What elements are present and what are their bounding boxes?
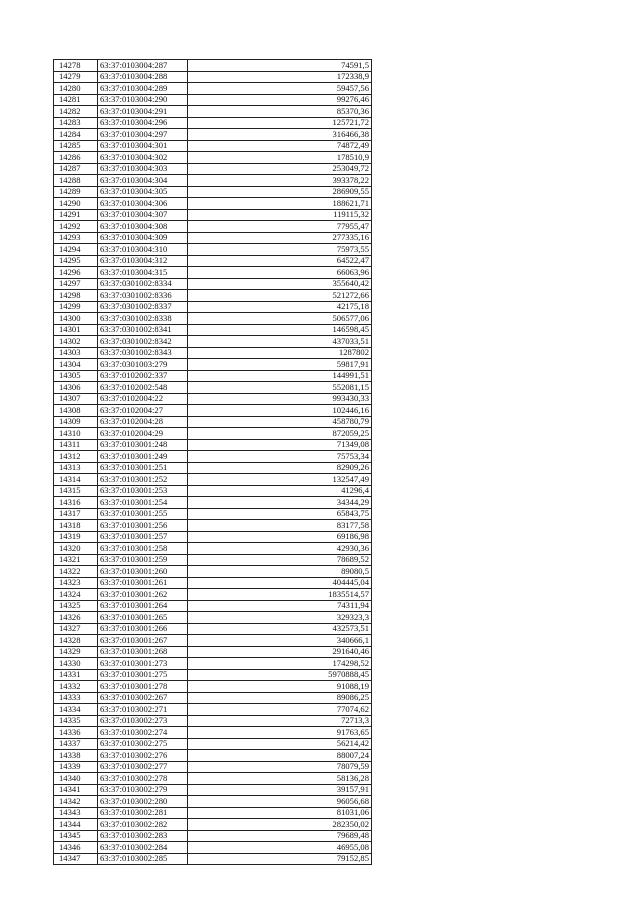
row-number-cell: 14334: [54, 704, 98, 716]
row-number-cell: 14308: [54, 405, 98, 417]
cadastral-number-cell: 63:37:0103004:297: [98, 129, 188, 141]
table-row: [54, 738, 372, 750]
row-number-cell: 14341: [54, 784, 98, 796]
row-number-cell: 14280: [54, 83, 98, 95]
row-number-cell: 14346: [54, 842, 98, 854]
cadastral-number-cell: 63:37:0103002:278: [98, 773, 188, 785]
row-number-cell: 14303: [54, 347, 98, 359]
table-row: [54, 681, 372, 693]
cadastral-value-cell: 316466,38: [188, 129, 372, 141]
table-row: [54, 278, 372, 290]
table-row: [54, 209, 372, 221]
cadastral-number-cell: 63:37:0103001:257: [98, 531, 188, 543]
cadastral-number-cell: 63:37:0103004:302: [98, 152, 188, 164]
table-row: [54, 485, 372, 497]
cadastral-number-cell: 63:37:0103004:309: [98, 232, 188, 244]
row-number-cell: 14307: [54, 393, 98, 405]
table-row: [54, 140, 372, 152]
table-row: [54, 830, 372, 842]
table-body: [54, 60, 372, 865]
table-row: [54, 531, 372, 543]
row-number-cell: 14320: [54, 543, 98, 555]
row-number-cell: 14332: [54, 681, 98, 693]
table-row: [54, 623, 372, 635]
table-row: [54, 589, 372, 601]
cadastral-value-cell: 393378,22: [188, 175, 372, 187]
table-row: [54, 577, 372, 589]
table-row: [54, 612, 372, 624]
cadastral-value-cell: 99276,46: [188, 94, 372, 106]
table-row: [54, 658, 372, 670]
table-row: [54, 508, 372, 520]
row-number-cell: 14337: [54, 738, 98, 750]
cadastral-number-cell: 63:37:0103004:288: [98, 71, 188, 83]
row-number-cell: 14343: [54, 807, 98, 819]
table-row: [54, 94, 372, 106]
cadastral-number-cell: 63:37:0103001:256: [98, 520, 188, 532]
cadastral-number-cell: 63:37:0103002:274: [98, 727, 188, 739]
cadastral-value-cell: 174298,52: [188, 658, 372, 670]
table-row: [54, 186, 372, 198]
table-row: [54, 198, 372, 210]
cadastral-number-cell: 63:37:0103002:283: [98, 830, 188, 842]
cadastral-value-cell: 132547,49: [188, 474, 372, 486]
row-number-cell: 14335: [54, 715, 98, 727]
row-number-cell: 14302: [54, 336, 98, 348]
cadastral-number-cell: 63:37:0103004:291: [98, 106, 188, 118]
cadastral-number-cell: 63:37:0103002:279: [98, 784, 188, 796]
row-number-cell: 14292: [54, 221, 98, 233]
cadastral-value-cell: 89080,5: [188, 566, 372, 578]
table-row: [54, 336, 372, 348]
table-row: [54, 405, 372, 417]
cadastral-value-cell: 58136,28: [188, 773, 372, 785]
row-number-cell: 14330: [54, 658, 98, 670]
row-number-cell: 14313: [54, 462, 98, 474]
cadastral-number-cell: 63:37:0103002:285: [98, 853, 188, 865]
cadastral-number-cell: 63:37:0103001:267: [98, 635, 188, 647]
cadastral-number-cell: 63:37:0103004:315: [98, 267, 188, 279]
cadastral-value-cell: 329323,3: [188, 612, 372, 624]
cadastral-number-cell: 63:37:0103001:265: [98, 612, 188, 624]
cadastral-number-cell: 63:37:0301003:279: [98, 359, 188, 371]
table-row: [54, 439, 372, 451]
table-row: [54, 163, 372, 175]
cadastral-number-cell: 63:37:0301002:8334: [98, 278, 188, 290]
cadastral-number-cell: 63:37:0103002:267: [98, 692, 188, 704]
row-number-cell: 14283: [54, 117, 98, 129]
row-number-cell: 14288: [54, 175, 98, 187]
cadastral-number-cell: 63:37:0103002:273: [98, 715, 188, 727]
table-row: [54, 347, 372, 359]
cadastral-value-cell: 74591,5: [188, 60, 372, 72]
table-row: [54, 393, 372, 405]
cadastral-number-cell: 63:37:0103001:253: [98, 485, 188, 497]
row-number-cell: 14324: [54, 589, 98, 601]
cadastral-number-cell: 63:37:0103001:261: [98, 577, 188, 589]
cadastral-value-cell: 66063,96: [188, 267, 372, 279]
row-number-cell: 14333: [54, 692, 98, 704]
table-row: [54, 232, 372, 244]
cadastral-number-cell: 63:37:0103002:277: [98, 761, 188, 773]
table-row: [54, 106, 372, 118]
row-number-cell: 14305: [54, 370, 98, 382]
row-number-cell: 14293: [54, 232, 98, 244]
row-number-cell: 14310: [54, 428, 98, 440]
table-row: [54, 359, 372, 371]
cadastral-number-cell: 63:37:0103004:305: [98, 186, 188, 198]
row-number-cell: 14304: [54, 359, 98, 371]
cadastral-value-cell: 286909,55: [188, 186, 372, 198]
row-number-cell: 14331: [54, 669, 98, 681]
cadastral-value-cell: 5970888,45: [188, 669, 372, 681]
table-row: [54, 773, 372, 785]
cadastral-number-cell: 63:37:0103001:252: [98, 474, 188, 486]
row-number-cell: 14315: [54, 485, 98, 497]
cadastral-number-cell: 63:37:0103001:248: [98, 439, 188, 451]
cadastral-number-cell: 63:37:0102004:29: [98, 428, 188, 440]
row-number-cell: 14322: [54, 566, 98, 578]
cadastral-number-cell: 63:37:0103004:290: [98, 94, 188, 106]
row-number-cell: 14340: [54, 773, 98, 785]
cadastral-number-cell: 63:37:0103002:276: [98, 750, 188, 762]
row-number-cell: 14306: [54, 382, 98, 394]
row-number-cell: 14312: [54, 451, 98, 463]
cadastral-value-cell: 89086,25: [188, 692, 372, 704]
cadastral-value-cell: 253049,72: [188, 163, 372, 175]
row-number-cell: 14329: [54, 646, 98, 658]
cadastral-value-cell: 872059,25: [188, 428, 372, 440]
cadastral-number-cell: 63:37:0103004:310: [98, 244, 188, 256]
cadastral-value-cell: 88007,24: [188, 750, 372, 762]
cadastral-value-cell: 78079,59: [188, 761, 372, 773]
table-row: [54, 646, 372, 658]
cadastral-number-cell: 63:37:0102004:28: [98, 416, 188, 428]
table-row: [54, 313, 372, 325]
row-number-cell: 14282: [54, 106, 98, 118]
cadastral-number-cell: 63:37:0102002:548: [98, 382, 188, 394]
cadastral-value-cell: 79152,85: [188, 853, 372, 865]
row-number-cell: 14279: [54, 71, 98, 83]
row-number-cell: 14327: [54, 623, 98, 635]
cadastral-number-cell: 63:37:0103001:266: [98, 623, 188, 635]
table-row: [54, 382, 372, 394]
table-row: [54, 842, 372, 854]
row-number-cell: 14287: [54, 163, 98, 175]
cadastral-number-cell: 63:37:0103001:262: [98, 589, 188, 601]
table-row: [54, 727, 372, 739]
row-number-cell: 14344: [54, 819, 98, 831]
cadastral-number-cell: 63:37:0103001:278: [98, 681, 188, 693]
cadastral-value-cell: 64522,47: [188, 255, 372, 267]
row-number-cell: 14319: [54, 531, 98, 543]
cadastral-value-cell: 71349,08: [188, 439, 372, 451]
cadastral-value-cell: 75753,34: [188, 451, 372, 463]
row-number-cell: 14294: [54, 244, 98, 256]
cadastral-value-cell: 42930,36: [188, 543, 372, 555]
row-number-cell: 14298: [54, 290, 98, 302]
cadastral-number-cell: 63:37:0301002:8337: [98, 301, 188, 313]
cadastral-value-cell: 82909,26: [188, 462, 372, 474]
cadastral-value-cell: 77955,47: [188, 221, 372, 233]
cadastral-value-cell: 78689,52: [188, 554, 372, 566]
row-number-cell: 14311: [54, 439, 98, 451]
cadastral-value-cell: 1835514,57: [188, 589, 372, 601]
table-row: [54, 60, 372, 72]
cadastral-number-cell: 63:37:0102004:22: [98, 393, 188, 405]
row-number-cell: 14297: [54, 278, 98, 290]
table-row: [54, 117, 372, 129]
cadastral-value-cell: 59817,91: [188, 359, 372, 371]
row-number-cell: 14295: [54, 255, 98, 267]
table-row: [54, 129, 372, 141]
cadastral-value-cell: 81031,06: [188, 807, 372, 819]
cadastral-number-cell: 63:37:0103001:254: [98, 497, 188, 509]
row-number-cell: 14285: [54, 140, 98, 152]
cadastral-number-cell: 63:37:0103004:303: [98, 163, 188, 175]
table-row: [54, 497, 372, 509]
cadastral-number-cell: 63:37:0103004:312: [98, 255, 188, 267]
table-row: [54, 255, 372, 267]
cadastral-number-cell: 63:37:0103004:304: [98, 175, 188, 187]
table-row: [54, 416, 372, 428]
cadastral-number-cell: 63:37:0103001:255: [98, 508, 188, 520]
cadastral-number-cell: 63:37:0103001:260: [98, 566, 188, 578]
row-number-cell: 14347: [54, 853, 98, 865]
cadastral-value-cell: 144991,51: [188, 370, 372, 382]
row-number-cell: 14278: [54, 60, 98, 72]
row-number-cell: 14309: [54, 416, 98, 428]
cadastral-value-cell: 59457,56: [188, 83, 372, 95]
table-row: [54, 761, 372, 773]
table-row: [54, 324, 372, 336]
table-row: [54, 704, 372, 716]
cadastral-number-cell: 63:37:0103002:281: [98, 807, 188, 819]
cadastral-value-cell: 355640,42: [188, 278, 372, 290]
cadastral-value-cell: 277335,16: [188, 232, 372, 244]
row-number-cell: 14328: [54, 635, 98, 647]
cadastral-value-cell: 188621,71: [188, 198, 372, 210]
cadastral-value-cell: 458780,79: [188, 416, 372, 428]
table-row: [54, 152, 372, 164]
row-number-cell: 14316: [54, 497, 98, 509]
cadastral-number-cell: 63:37:0103004:307: [98, 209, 188, 221]
cadastral-number-cell: 63:37:0301002:8343: [98, 347, 188, 359]
cadastral-number-cell: 63:37:0301002:8338: [98, 313, 188, 325]
cadastral-number-cell: 63:37:0103001:259: [98, 554, 188, 566]
cadastral-number-cell: 63:37:0103004:287: [98, 60, 188, 72]
table-row: [54, 669, 372, 681]
table-row: [54, 796, 372, 808]
cadastral-value-cell: 65843,75: [188, 508, 372, 520]
row-number-cell: 14318: [54, 520, 98, 532]
table-row: [54, 819, 372, 831]
cadastral-value-cell: 119115,32: [188, 209, 372, 221]
row-number-cell: 14336: [54, 727, 98, 739]
row-number-cell: 14300: [54, 313, 98, 325]
cadastral-number-cell: 63:37:0103004:296: [98, 117, 188, 129]
table-row: [54, 244, 372, 256]
row-number-cell: 14338: [54, 750, 98, 762]
table-row: [54, 221, 372, 233]
table-row: [54, 451, 372, 463]
cadastral-value-cell: 74872,49: [188, 140, 372, 152]
row-number-cell: 14289: [54, 186, 98, 198]
cadastral-number-cell: 63:37:0301002:8342: [98, 336, 188, 348]
cadastral-value-cell: 46955,08: [188, 842, 372, 854]
cadastral-number-cell: 63:37:0103002:284: [98, 842, 188, 854]
cadastral-value-cell: 404445,04: [188, 577, 372, 589]
row-number-cell: 14299: [54, 301, 98, 313]
row-number-cell: 14286: [54, 152, 98, 164]
cadastral-number-cell: 63:37:0103001:264: [98, 600, 188, 612]
row-number-cell: 14314: [54, 474, 98, 486]
cadastral-value-cell: 125721,72: [188, 117, 372, 129]
cadastral-value-cell: 56214,42: [188, 738, 372, 750]
cadastral-number-cell: 63:37:0102004:27: [98, 405, 188, 417]
cadastral-number-cell: 63:37:0103002:282: [98, 819, 188, 831]
cadastral-value-cell: 77074,62: [188, 704, 372, 716]
cadastral-value-cell: 521272,66: [188, 290, 372, 302]
cadastral-number-cell: 63:37:0103004:301: [98, 140, 188, 152]
row-number-cell: 14284: [54, 129, 98, 141]
cadastral-value-cell: 34344,29: [188, 497, 372, 509]
table-row: [54, 370, 372, 382]
table-row: [54, 784, 372, 796]
cadastral-number-cell: 63:37:0103002:280: [98, 796, 188, 808]
table-row: [54, 853, 372, 865]
row-number-cell: 14339: [54, 761, 98, 773]
cadastral-value-cell: 72713,3: [188, 715, 372, 727]
cadastral-value-cell: 1287802: [188, 347, 372, 359]
cadastral-value-cell: 79689,48: [188, 830, 372, 842]
cadastral-number-cell: 63:37:0103002:271: [98, 704, 188, 716]
table-row: [54, 290, 372, 302]
cadastral-number-cell: 63:37:0103004:308: [98, 221, 188, 233]
table-row: [54, 566, 372, 578]
table-row: [54, 635, 372, 647]
cadastral-value-cell: 552081,15: [188, 382, 372, 394]
cadastral-number-cell: 63:37:0103001:251: [98, 462, 188, 474]
cadastral-value-cell: 340666,1: [188, 635, 372, 647]
cadastral-value-cell: 91763,65: [188, 727, 372, 739]
row-number-cell: 14296: [54, 267, 98, 279]
table-row: [54, 750, 372, 762]
cadastral-value-cell: 291640,46: [188, 646, 372, 658]
cadastral-number-cell: 63:37:0301002:8336: [98, 290, 188, 302]
table-row: [54, 428, 372, 440]
cadastral-value-cell: 178510,9: [188, 152, 372, 164]
table-row: [54, 520, 372, 532]
table-row: [54, 543, 372, 555]
cadastral-number-cell: 63:37:0103004:306: [98, 198, 188, 210]
row-number-cell: 14326: [54, 612, 98, 624]
table-row: [54, 554, 372, 566]
cadastral-value-cell: 172338,9: [188, 71, 372, 83]
row-number-cell: 14281: [54, 94, 98, 106]
cadastral-value-cell: 506577,06: [188, 313, 372, 325]
cadastral-value-cell: 83177,58: [188, 520, 372, 532]
cadastral-value-cell: 41296,4: [188, 485, 372, 497]
cadastral-value-cell: 96056,68: [188, 796, 372, 808]
table-row: [54, 462, 372, 474]
cadastral-value-cell: 74311,94: [188, 600, 372, 612]
cadastral-number-cell: 63:37:0301002:8341: [98, 324, 188, 336]
table-row: [54, 71, 372, 83]
cadastral-value-cell: 42175,18: [188, 301, 372, 313]
cadastral-value-cell: 75973,55: [188, 244, 372, 256]
cadastral-value-cell: 432573,51: [188, 623, 372, 635]
table-row: [54, 301, 372, 313]
cadastral-number-cell: 63:37:0103001:273: [98, 658, 188, 670]
table-row: [54, 715, 372, 727]
cadastral-value-cell: 282350,02: [188, 819, 372, 831]
cadastral-value-cell: 91088,19: [188, 681, 372, 693]
cadastral-value-cell: 993430,33: [188, 393, 372, 405]
cadastral-number-cell: 63:37:0103001:268: [98, 646, 188, 658]
table-row: [54, 83, 372, 95]
cadastral-value-cell: 69186,98: [188, 531, 372, 543]
cadastral-number-cell: 63:37:0103001:258: [98, 543, 188, 555]
row-number-cell: 14317: [54, 508, 98, 520]
table-row: [54, 175, 372, 187]
row-number-cell: 14321: [54, 554, 98, 566]
cadastral-number-cell: 63:37:0103001:249: [98, 451, 188, 463]
row-number-cell: 14290: [54, 198, 98, 210]
cadastral-value-cell: 85370,36: [188, 106, 372, 118]
cadastral-value-cell: 39157,91: [188, 784, 372, 796]
cadastral-value-cell: 437033,51: [188, 336, 372, 348]
table-row: [54, 600, 372, 612]
row-number-cell: 14325: [54, 600, 98, 612]
row-number-cell: 14291: [54, 209, 98, 221]
row-number-cell: 14301: [54, 324, 98, 336]
table-row: [54, 267, 372, 279]
cadastral-value-cell: 146598,45: [188, 324, 372, 336]
cadastral-number-cell: 63:37:0103002:275: [98, 738, 188, 750]
table-row: [54, 692, 372, 704]
cadastral-value-table: [53, 59, 372, 865]
cadastral-number-cell: 63:37:0102002:337: [98, 370, 188, 382]
cadastral-number-cell: 63:37:0103001:275: [98, 669, 188, 681]
row-number-cell: 14342: [54, 796, 98, 808]
table-row: [54, 807, 372, 819]
table-row: [54, 474, 372, 486]
row-number-cell: 14323: [54, 577, 98, 589]
cadastral-value-cell: 102446,16: [188, 405, 372, 417]
cadastral-number-cell: 63:37:0103004:289: [98, 83, 188, 95]
row-number-cell: 14345: [54, 830, 98, 842]
